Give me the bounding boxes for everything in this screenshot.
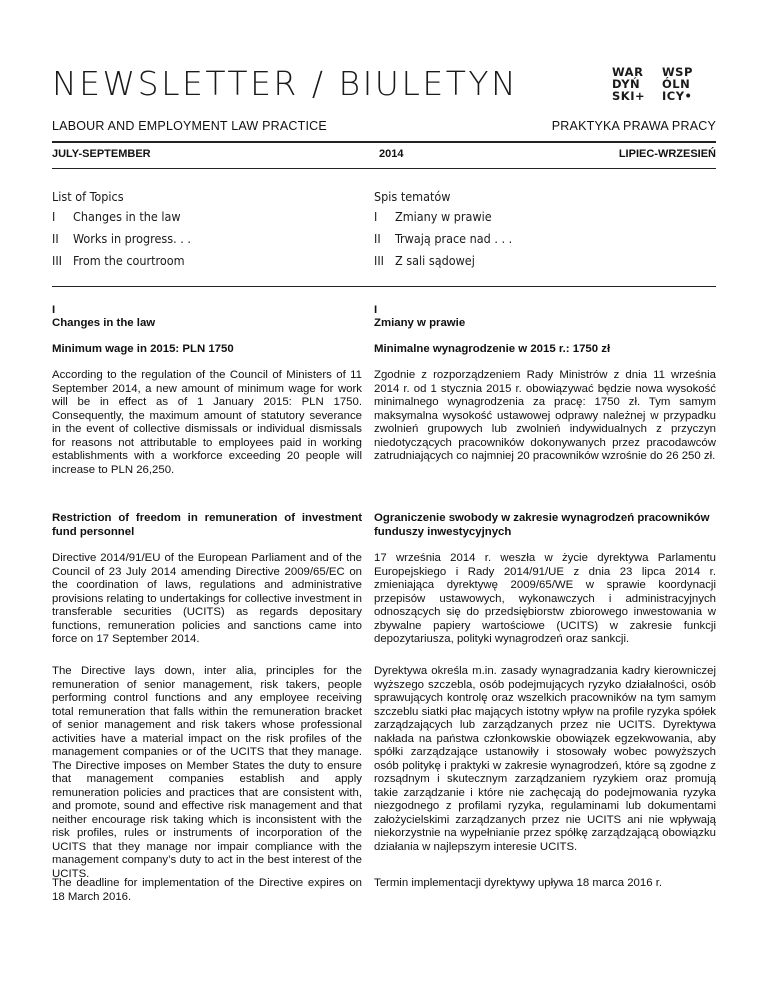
logo-text: WSP <box>662 65 693 79</box>
toc-num: III <box>52 253 62 268</box>
toc-item <box>52 228 352 250</box>
logo-text: DYŃ <box>612 77 641 91</box>
toc-heading: Spis tematów <box>374 189 451 204</box>
article-text-pl: Termin implementacji dyrektywy upływa 18 marca 2016 r. <box>374 877 663 889</box>
logo-text: WAR <box>612 65 644 79</box>
section-number-pl: I <box>374 304 378 316</box>
toc-num: II <box>52 231 59 246</box>
toc-num: II <box>374 231 381 246</box>
date-en: JULY-SEPTEMBER <box>52 148 151 160</box>
toc-text: Zmiany w prawie <box>395 209 492 224</box>
section-title-en: Changes in the law <box>52 317 156 329</box>
article-text-pl: Zgodnie z rozporządzeniem Rady Ministrów z dnia 11 września 2014 r. od 1 stycznia 2015 r. obowiązywać będzie nowa wysokość minimalnego wynagrodzenia za pracę: 1750 zł. Tym samym maksymalna wysokość ustawowej odprawy należnej w przypadku zwolnień grupowych lub zwolnień indywidualnych z przyczyn niedotyczących pracowników dokonywanych przez pracodawców zatrudniających co najmniej 20 pracowników wzrośnie do 26 250 zł. <box>374 369 716 462</box>
practice-row <box>52 119 716 137</box>
article-text-en: Directive 2014/91/EU of the European Parliament and of the Council of 23 July 2014 amending Directive 2009/65/EC on the coordination of laws, regulations and administrative provisions relating to undertakings for collective investment in transferable securities (UCITS) as regards depositary functions, remuneration policies and sanctions came into force on 17 September 2014. <box>52 552 362 645</box>
divider <box>52 141 716 143</box>
toc-text: From the courtroom <box>73 253 185 268</box>
toc-item <box>374 206 674 228</box>
practice-pl: PRAKTYKA PRAWA PRACY <box>551 119 716 133</box>
logo-text: ICY• <box>662 89 693 103</box>
date-row <box>52 148 716 164</box>
toc-text: Works in progress. . . <box>73 231 191 246</box>
article-text-en: The deadline for implementation of the Directive expires on 18 March 2016. <box>52 877 362 903</box>
divider <box>52 168 716 169</box>
article-title-en: Minimum wage in 2015: PLN 1750 <box>52 343 234 355</box>
practice-en: LABOUR AND EMPLOYMENT LAW PRACTICE <box>52 119 327 133</box>
logo-right-column <box>662 66 693 102</box>
toc-text: Trwają prace nad . . . <box>395 231 513 246</box>
divider <box>52 286 716 287</box>
newsletter-title: NEWSLETTER / BIULETYN <box>52 64 519 103</box>
article-title-pl: Ograniczenie swobody w zakresie wynagrodzeń pracowników funduszy inwestycyjnych <box>374 512 710 538</box>
toc-num: III <box>374 253 384 268</box>
logo-left-column <box>612 66 645 102</box>
section-title-pl: Zmiany w prawie <box>374 317 466 329</box>
article-title-pl: Minimalne wynagrodzenie w 2015 r.: 1750 zł <box>374 343 611 355</box>
toc-text: Changes in the law <box>73 209 181 224</box>
toc-num: I <box>374 209 378 224</box>
toc-text: Z sali sądowej <box>395 253 475 268</box>
masthead <box>52 64 722 104</box>
logo-text: SKI+ <box>612 89 646 103</box>
date-pl: LIPIEC-WRZESIEŃ <box>618 148 716 160</box>
toc-item <box>52 250 352 272</box>
section-number-en: I <box>52 304 56 316</box>
firm-logo <box>612 66 724 104</box>
toc-en <box>52 188 352 272</box>
article-title-en: Restriction of freedom in remuneration of investment fund personnel <box>52 512 362 538</box>
toc-item <box>374 228 674 250</box>
toc-heading: List of Topics <box>52 189 124 204</box>
article-text-en: According to the regulation of the Council of Ministers of 11 September 2014, a new amount of minimum wage for work will be in effect as of 1 January 2015: PLN 1750. Consequently, the maximum amount of statutory severance in the event of collective dismissals or individual dismissals for reasons not attributable to employees paid in working establishments with a workforce exceeding 20 people will increase to PLN 26,250. <box>52 369 362 476</box>
toc-item <box>52 206 352 228</box>
article-text-pl: 17 września 2014 r. weszła w życie dyrektywa Parlamentu Europejskiego i Rady 2014/91/UE z dnia 23 lipca 2014 r. zmieniająca dyrektywę 2009/65/WE w sprawie koordynacji przepisów ustawowych, wykonawczych i administracyjnych odnoszących się do przedsiębiorstw zbiorowego inwestowania w zbywalne papiery wartościowe (UCITS) w zakresie funkcji depozytariusza, polityki wynagrodzeń oraz sankcji. <box>374 552 716 645</box>
toc-item <box>374 250 674 272</box>
toc-pl <box>374 188 674 272</box>
logo-text: ÓLN <box>662 77 691 91</box>
article-text-pl: Dyrektywa określa m.in. zasady wynagradzania kadry kierowniczej wyższego szczebla, osób podejmujących ryzyko działalności, osób sprawujących kontrolę oraz wszelkich pracowników na tym samym szczeblu siatki płac mających istotny wpływ na profile ryzyka spółek zarządzających lub zarządzanych przez nie UCITS. Dyrektywa nakłada na państwa członkowskie obowiązek egzekwowania, aby spółki zarządzające ustanowiły i stosowały wobec powyższych osób politykę i praktyki w zakresie wynagrodzeń, które są zgodne z rozsądnym i skutecznym zarządzaniem ryzykiem oraz promują takie zarządzanie i które nie zachęcają do podejmowania ryzyka niezgodnego z profilami ryzyka, regulaminami lub dokumentami założycielskimi zarządzanych przez nie UCITS ani nie wpływają niekorzystnie na wypełnianie przez spółkę zarządzającą obowiązku działania w najlepszym interesie UCITS. <box>374 665 716 853</box>
toc-num: I <box>52 209 56 224</box>
article-text-en: The Directive lays down, inter alia, principles for the remuneration of senior management, risk takers, people performing control functions and any employee receiving total remuneration that falls within the remuneration bracket of senior management and risk takers whose professional activities have a material impact on the risk profiles of the management companies or of the UCITS that they manage. The Directive imposes on Member States the duty to ensure that management companies establish and apply remuneration policies and practices that are consistent with, and promote, sound and effective risk management and that neither encourage risk taking which is inconsistent with the risk profiles, rules or instruments of incorporation of the UCITS that they manage nor impair compliance with the management company’s duty to act in the best interest of the UCITS. <box>52 665 362 880</box>
date-year: 2014 <box>379 148 404 160</box>
